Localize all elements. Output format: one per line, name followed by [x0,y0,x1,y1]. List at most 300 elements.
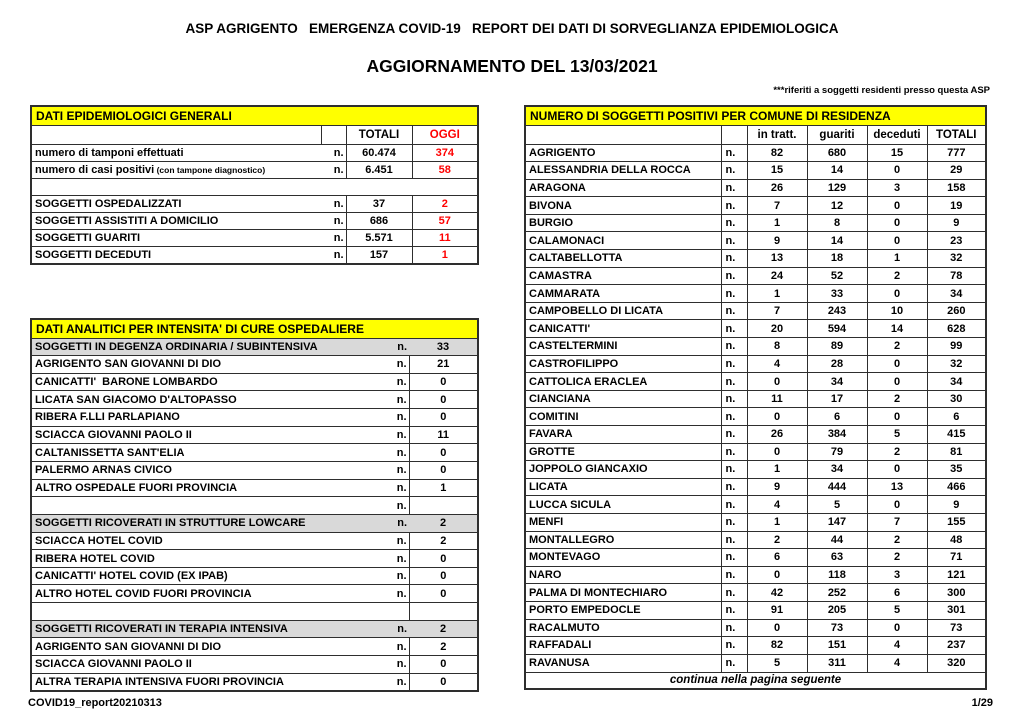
municipality-name: ALESSANDRIA DELLA ROCCA [525,162,721,180]
n-label: n. [321,247,346,264]
oggi-value: 11 [412,230,478,247]
municipality-name: CAMPOBELLO DI LICATA [525,302,721,320]
count-value: 2 [409,620,478,638]
totali-value: 32 [927,250,986,268]
guariti-value: 44 [807,531,867,549]
table-row [525,531,986,549]
deceduti-value: 3 [867,566,927,584]
municipality-name: MONTALLEGRO [525,531,721,549]
n-label: n. [721,355,747,373]
municipality-name: BURGIO [525,214,721,232]
deceduti-value: 5 [867,426,927,444]
n-label: n. [721,443,747,461]
n-label: n. [384,656,409,674]
deceduti-value: 2 [867,549,927,567]
table-row [525,513,986,531]
n-label: n. [721,496,747,514]
totali-value: 466 [927,478,986,496]
row-label-text: SOGGETTI OSPEDALIZZATI [35,197,182,210]
table-row [525,320,986,338]
row-label-text: numero di casi positivi [35,163,155,176]
totali-value: 237 [927,637,986,655]
in-tratt-value: 42 [747,584,807,602]
totali-value: 48 [927,531,986,549]
n-label: n. [721,549,747,567]
deceduti-value: 2 [867,531,927,549]
row-label [31,603,384,621]
table-row [31,178,478,195]
n-label: n. [721,232,747,250]
row-label: CALTANISSETTA SANT'ELIA [31,444,384,462]
table-row [525,338,986,356]
oggi-value: 58 [412,161,478,178]
table-row [525,214,986,232]
municipality-name: JOPPOLO GIANCAXIO [525,461,721,479]
in-tratt-value: 4 [747,496,807,514]
guariti-value: 33 [807,285,867,303]
guariti-value: 63 [807,549,867,567]
table-row [525,408,986,426]
table-row [525,443,986,461]
count-value: 0 [409,444,478,462]
row-label [31,195,321,212]
guariti-value: 18 [807,250,867,268]
table-row [525,197,986,215]
guariti-value: 34 [807,373,867,391]
in-tratt-value: 20 [747,320,807,338]
totali-value: 37 [346,195,412,212]
n-label: n. [384,409,409,427]
totali-value: 5.571 [346,230,412,247]
guariti-value: 205 [807,601,867,619]
n-label: n. [384,479,409,497]
table-row [31,603,478,621]
municipality-name: MENFI [525,513,721,531]
n-label: n. [721,320,747,338]
guariti-value: 79 [807,443,867,461]
deceduti-value: 7 [867,513,927,531]
in-tratt-value: 11 [747,390,807,408]
table-row [525,144,986,162]
table-row [31,514,478,532]
n-label: n. [721,461,747,479]
totali-value: 301 [927,601,986,619]
table-row [525,390,986,408]
table-row [31,338,478,356]
row-label: AGRIGENTO SAN GIOVANNI DI DIO [31,356,384,374]
totali-value: 155 [927,513,986,531]
n-label: n. [721,566,747,584]
municipality-name: CASTROFILIPPO [525,355,721,373]
deceduti-value: 5 [867,601,927,619]
row-label: ALTRO OSPEDALE FUORI PROVINCIA [31,479,384,497]
table-row [31,585,478,603]
count-value: 0 [409,673,478,691]
n-label: n. [721,426,747,444]
table-row [525,637,986,655]
blank-header-cell [721,125,747,144]
row-label [31,161,321,178]
row-label-text: numero di tamponi effettuati [35,146,184,159]
table-row [525,267,986,285]
count-value: 0 [409,391,478,409]
in-tratt-value: 4 [747,355,807,373]
n-label: n. [721,162,747,180]
n-label: n. [721,144,747,162]
guariti-value: 118 [807,566,867,584]
totali-value: 9 [927,214,986,232]
table-row [525,461,986,479]
in-tratt-value: 0 [747,619,807,637]
in-tratt-value: 26 [747,179,807,197]
count-value: 0 [409,409,478,427]
deceduti-value: 0 [867,232,927,250]
table-row [31,620,478,638]
in-tratt-value: 0 [747,566,807,584]
oggi-value: 374 [412,144,478,161]
row-label: PALERMO ARNAS CIVICO [31,461,384,479]
n-label: n. [321,195,346,212]
row-label: SOGGETTI IN DEGENZA ORDINARIA / SUBINTENSIVA [31,338,384,356]
in-tratt-value: 1 [747,513,807,531]
n-label: n. [721,214,747,232]
deceduti-value: 2 [867,390,927,408]
guariti-value: 243 [807,302,867,320]
n-label: n. [384,461,409,479]
page-subtitle: AGGIORNAMENTO DEL 13/03/2021 [366,56,658,76]
in-tratt-value: 7 [747,197,807,215]
totali-value: 158 [927,179,986,197]
table-row [525,373,986,391]
municipality-name: PORTO EMPEDOCLE [525,601,721,619]
table-row [525,549,986,567]
table-row [525,426,986,444]
table-row [31,247,478,264]
deceduti-value: 6 [867,584,927,602]
totali-value: 121 [927,566,986,584]
n-label: n. [384,567,409,585]
n-label: n. [384,585,409,603]
deceduti-value: 3 [867,179,927,197]
hospital-table-title: DATI ANALITICI PER INTENSITA' DI CURE OSPEDALIERE [31,319,478,338]
n-label: n. [721,179,747,197]
blank-header-cell [31,125,321,144]
municipality-name: GROTTE [525,443,721,461]
row-label [31,497,384,515]
row-label-text: SOGGETTI ASSISTITI A DOMICILIO [35,215,219,228]
municipality-name: LICATA [525,478,721,496]
oggi-value: 2 [412,195,478,212]
totali-value: 78 [927,267,986,285]
deceduti-value: 0 [867,214,927,232]
guariti-value: 680 [807,144,867,162]
row-label-subtext: (con tampone diagnostico) [154,164,266,175]
table-row [31,161,478,178]
in-tratt-value: 15 [747,162,807,180]
n-label: n. [721,338,747,356]
guariti-value: 73 [807,619,867,637]
general-epidemiology-table [30,105,479,265]
hospital-care-table [30,318,479,692]
deceduti-value: 14 [867,320,927,338]
municipality-name: CATTOLICA ERACLEA [525,373,721,391]
municipality-name: CANICATTI' [525,320,721,338]
n-label: n. [721,601,747,619]
deceduti-value: 0 [867,619,927,637]
totali-value: 686 [346,213,412,230]
table-row [31,444,478,462]
row-label [31,247,321,264]
table-row [525,496,986,514]
count-value: 0 [409,373,478,391]
table-row [31,656,478,674]
residents-note: ***riferiti a soggetti residenti presso questa ASP [773,85,990,96]
totali-value: 157 [346,247,412,264]
table-row [31,532,478,550]
municipality-name: AGRIGENTO [525,144,721,162]
count-value: 0 [409,656,478,674]
oggi-value: 1 [412,247,478,264]
row-label [31,144,321,161]
row-label [31,213,321,230]
deceduti-value: 0 [867,408,927,426]
totali-value: 73 [927,619,986,637]
in-tratt-value: 1 [747,285,807,303]
guariti-value: 12 [807,197,867,215]
totali-column-header: TOTALI [927,125,986,144]
totali-value: 60.474 [346,144,412,161]
totali-value: 9 [927,496,986,514]
guariti-value: 89 [807,338,867,356]
table-row [525,285,986,303]
n-label: n. [321,161,346,178]
guariti-value: 252 [807,584,867,602]
comuni-table-header-row [525,125,986,144]
general-table-title: DATI EPIDEMIOLOGICI GENERALI [31,106,478,125]
row-label: SCIACCA HOTEL COVID [31,532,384,550]
n-label: n. [384,338,409,356]
n-label: n. [721,250,747,268]
table-row [525,566,986,584]
general-table-header-row [31,125,478,144]
table-row [525,232,986,250]
table-row [525,302,986,320]
n-label: n. [384,532,409,550]
n-label: n. [721,285,747,303]
guariti-value: 384 [807,426,867,444]
municipality-name: ARAGONA [525,179,721,197]
n-label: n. [321,144,346,161]
deceduti-value: 10 [867,302,927,320]
deceduti-value: 0 [867,461,927,479]
row-label-text: SOGGETTI GUARITI [35,232,141,245]
table-row [525,179,986,197]
totali-value: 71 [927,549,986,567]
oggi-column-header: OGGI [412,125,478,144]
guariti-value: 52 [807,267,867,285]
row-label: ALTRO HOTEL COVID FUORI PROVINCIA [31,585,384,603]
table-row [31,213,478,230]
n-label: n. [721,373,747,391]
row-label: SCIACCA GIOVANNI PAOLO II [31,426,384,444]
table-row [525,619,986,637]
totali-value: 415 [927,426,986,444]
n-label: n. [321,230,346,247]
table-row [31,479,478,497]
guariti-value: 151 [807,637,867,655]
row-label-text: SOGGETTI DECEDUTI [35,249,152,262]
totali-value: 320 [927,654,986,672]
n-label [384,603,409,621]
n-label: n. [384,514,409,532]
guariti-value: 8 [807,214,867,232]
count-value: 21 [409,356,478,374]
deceduti-value: 1 [867,250,927,268]
n-label: n. [721,267,747,285]
footer-filename: COVID19_report20210313 [28,697,162,709]
n-label: n. [384,373,409,391]
n-label: n. [321,213,346,230]
n-label: n. [721,302,747,320]
deceduti-value: 15 [867,144,927,162]
table-row [31,426,478,444]
count-value: 2 [409,638,478,656]
municipality-name: RACALMUTO [525,619,721,637]
n-label: n. [384,497,409,515]
deceduti-value: 0 [867,197,927,215]
table-row [31,373,478,391]
totali-value: 6.451 [346,161,412,178]
comuni-table-title: NUMERO DI SOGGETTI POSITIVI PER COMUNE DI RESIDENZA [525,106,986,125]
deceduti-value: 4 [867,637,927,655]
in-tratt-value: 1 [747,461,807,479]
n-label: n. [384,620,409,638]
n-label: n. [721,390,747,408]
in-tratt-value: 13 [747,250,807,268]
table-row [525,601,986,619]
municipality-name: CAMASTRA [525,267,721,285]
totali-value: 32 [927,355,986,373]
municipality-name: BIVONA [525,197,721,215]
n-label: n. [384,673,409,691]
in-tratt-column-header: in tratt. [747,125,807,144]
footer-page-number: 1/29 [971,697,993,709]
n-label: n. [384,444,409,462]
row-label: RIBERA HOTEL COVID [31,550,384,568]
row-label: RIBERA F.LLI PARLAPIANO [31,409,384,427]
totali-value: 34 [927,285,986,303]
municipality-name: CAMMARATA [525,285,721,303]
in-tratt-value: 82 [747,144,807,162]
totali-value: 30 [927,390,986,408]
table-row [31,638,478,656]
count-value: 2 [409,532,478,550]
in-tratt-value: 24 [747,267,807,285]
in-tratt-value: 6 [747,549,807,567]
table-row [31,144,478,161]
row-label: AGRIGENTO SAN GIOVANNI DI DIO [31,638,384,656]
blank-header-cell [525,125,721,144]
municipality-name: COMITINI [525,408,721,426]
deceduti-value: 0 [867,496,927,514]
totali-value: 260 [927,302,986,320]
guariti-value: 17 [807,390,867,408]
comuni-table-title-row [525,106,986,125]
table-row [31,391,478,409]
n-label: n. [721,408,747,426]
table-row [31,550,478,568]
municipality-name: LUCCA SICULA [525,496,721,514]
guariti-value: 34 [807,461,867,479]
row-label: CANICATTI' HOTEL COVID (EX IPAB) [31,567,384,585]
n-label: n. [721,584,747,602]
totali-value: 29 [927,162,986,180]
continua-note: continua nella pagina seguente [525,672,986,689]
in-tratt-value: 0 [747,408,807,426]
municipality-name: PALMA DI MONTECHIARO [525,584,721,602]
deceduti-value: 0 [867,373,927,391]
in-tratt-value: 9 [747,232,807,250]
row-label: LICATA SAN GIACOMO D'ALTOPASSO [31,391,384,409]
n-label: n. [721,654,747,672]
table-row [31,497,478,515]
count-value: 1 [409,479,478,497]
row-label: ALTRA TERAPIA INTENSIVA FUORI PROVINCIA [31,673,384,691]
guariti-value: 5 [807,496,867,514]
n-label: n. [384,638,409,656]
in-tratt-value: 0 [747,443,807,461]
totali-value: 99 [927,338,986,356]
totali-value: 777 [927,144,986,162]
n-label: n. [721,197,747,215]
deceduti-value: 2 [867,443,927,461]
guariti-column-header: guariti [807,125,867,144]
in-tratt-value: 5 [747,654,807,672]
table-row [31,195,478,212]
row-label [31,230,321,247]
totali-value: 19 [927,197,986,215]
guariti-value: 6 [807,408,867,426]
in-tratt-value: 82 [747,637,807,655]
n-label: n. [384,356,409,374]
table-row [31,461,478,479]
deceduti-value: 0 [867,162,927,180]
in-tratt-value: 8 [747,338,807,356]
n-label: n. [721,619,747,637]
table-row [31,567,478,585]
in-tratt-value: 9 [747,478,807,496]
totali-value: 6 [927,408,986,426]
count-value [409,603,478,621]
count-value: 0 [409,461,478,479]
totali-value: 34 [927,373,986,391]
n-label: n. [384,426,409,444]
guariti-value: 594 [807,320,867,338]
totali-value: 81 [927,443,986,461]
spacer-cell [31,178,478,195]
totali-value: 23 [927,232,986,250]
deceduti-value: 2 [867,338,927,356]
count-value: 33 [409,338,478,356]
in-tratt-value: 2 [747,531,807,549]
row-label: SCIACCA GIOVANNI PAOLO II [31,656,384,674]
deceduti-value: 13 [867,478,927,496]
blank-header-cell [321,125,346,144]
count-value: 11 [409,426,478,444]
deceduti-value: 2 [867,267,927,285]
deceduti-column-header: deceduti [867,125,927,144]
count-value: 2 [409,514,478,532]
